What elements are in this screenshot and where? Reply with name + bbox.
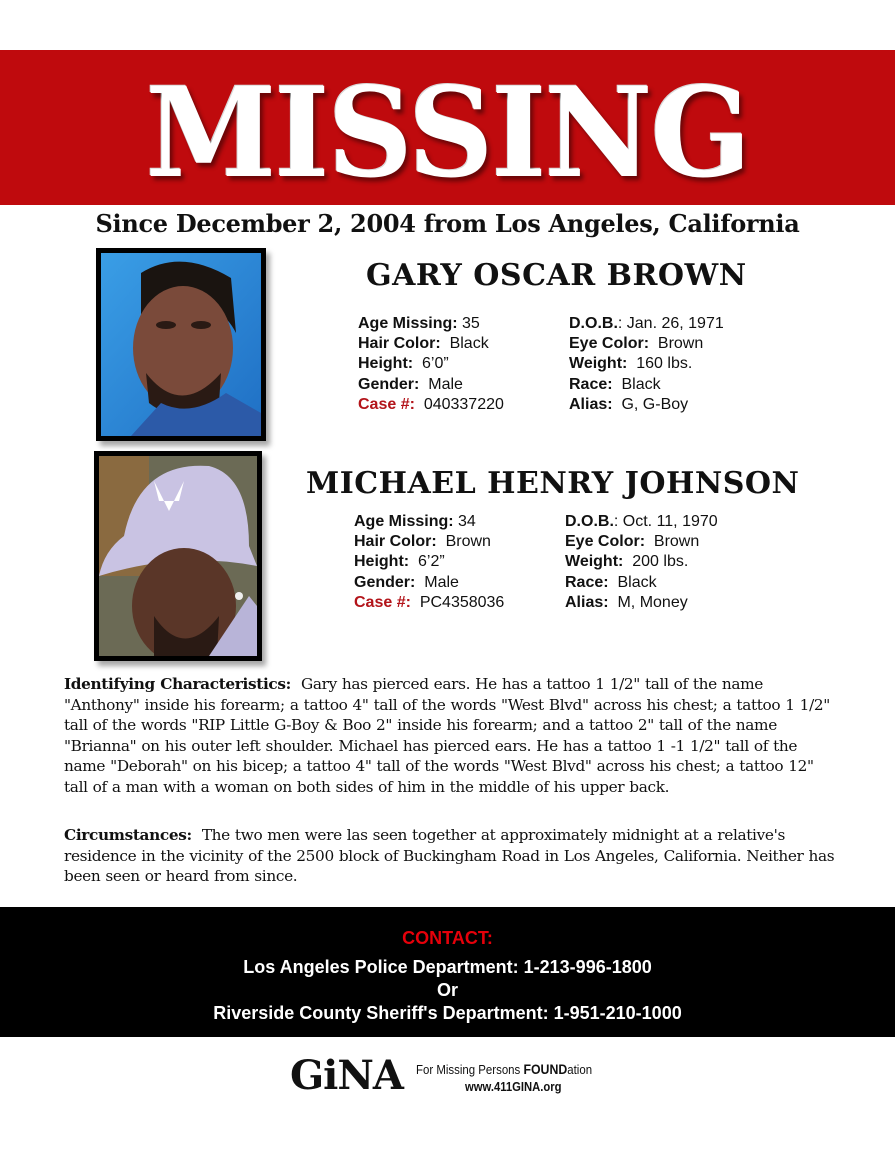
contact-title: CONTACT: — [402, 928, 493, 948]
missing-title: MISSING — [145, 59, 750, 206]
missing-since-line: Since December 2, 2004 from Los Angeles, California — [95, 209, 800, 238]
person-facts-left — [354, 512, 504, 613]
fact-alias: Alias: G, G-Boy — [569, 395, 689, 413]
fact-age-missing: Age Missing: 34 — [354, 513, 476, 530]
person-photo-michael — [94, 451, 262, 661]
fact-dob: D.O.B.: Oct. 11, 1970 — [565, 513, 718, 530]
fact-weight: Weight: 160 lbs. — [569, 355, 693, 373]
gina-logo-text: GiNA — [290, 1052, 403, 1099]
identifying-characteristics — [64, 674, 839, 797]
fact-height: Height: 6’0” — [358, 355, 449, 373]
portrait-image — [101, 253, 261, 436]
fact-gender: Gender: Male — [354, 573, 459, 591]
fact-dob: D.O.B.: Jan. 26, 1971 — [569, 315, 724, 332]
person-name: GARY OSCAR BROWN — [366, 258, 747, 293]
fact-weight: Weight: 200 lbs. — [565, 553, 689, 571]
fact-eye-color: Eye Color: Brown — [565, 533, 700, 551]
person-photo-gary — [96, 248, 266, 441]
fact-case-number: Case #: PC4358036 — [354, 593, 505, 611]
contact-or: Or — [436, 980, 458, 1000]
gina-website: www.411GINA.org — [465, 1080, 562, 1094]
fact-alias: Alias: M, Money — [565, 593, 688, 611]
fact-gender: Gender: Male — [358, 375, 463, 393]
fact-race: Race: Black — [565, 573, 657, 591]
fact-height: Height: 6’2” — [354, 553, 445, 571]
fact-hair-color: Hair Color: Black — [358, 335, 489, 353]
fact-eye-color: Eye Color: Brown — [569, 335, 704, 353]
fact-race: Race: Black — [569, 375, 661, 393]
contact-section — [0, 907, 895, 1037]
person-facts-right — [569, 314, 724, 415]
fact-case-number: Case #: 040337220 — [358, 395, 504, 413]
circumstances-label: Circumstances: — [64, 826, 192, 844]
person-name: MICHAEL HENRY JOHNSON — [306, 466, 800, 501]
gina-foundation-logo — [290, 1052, 630, 1099]
portrait-image — [99, 456, 257, 656]
identifying-label: Identifying Characteristics: — [64, 675, 291, 693]
fact-age-missing: Age Missing: 35 — [358, 315, 480, 332]
contact-riverside: Riverside County Sheriff's Department: 1-951-210-1000 — [213, 1003, 682, 1023]
person-facts-left — [358, 314, 504, 415]
circumstances-text: The two men were las seen together at approximately midnight at a relative's residence in the vicinity of the 2500 block of Buckingham Road in Los Angeles, California. Neither has been seen or heard from since. — [64, 826, 835, 885]
identifying-text: Gary has pierced ears. He has a tattoo 1 1/2" tall of the name "Anthony" inside his forearm; a tattoo 4" tall of the words "West Blvd" across his chest; a tattoo 1 1/2" tall of the words "RIP Little G-Boy & Boo 2" inside his forearm; and a tattoo 2" tall of the name "Brianna" on his outer left shoulder. Michael has pierced ears. He has a tattoo 1 -1 1/2" tall of the name "Deborah" on his bicep; a tattoo 4" tall of the words "West Blvd" across his chest; a tattoo 12" tall of a man with a woman on both sides of him in the middle of his upper back. — [64, 675, 830, 796]
circumstances — [64, 825, 839, 887]
person-facts-right — [565, 512, 718, 613]
contact-lapd: Los Angeles Police Department: 1-213-996-1800 — [243, 957, 652, 977]
fact-hair-color: Hair Color: Brown — [354, 533, 491, 551]
gina-tagline: For Missing Persons FOUNDation — [416, 1061, 593, 1077]
